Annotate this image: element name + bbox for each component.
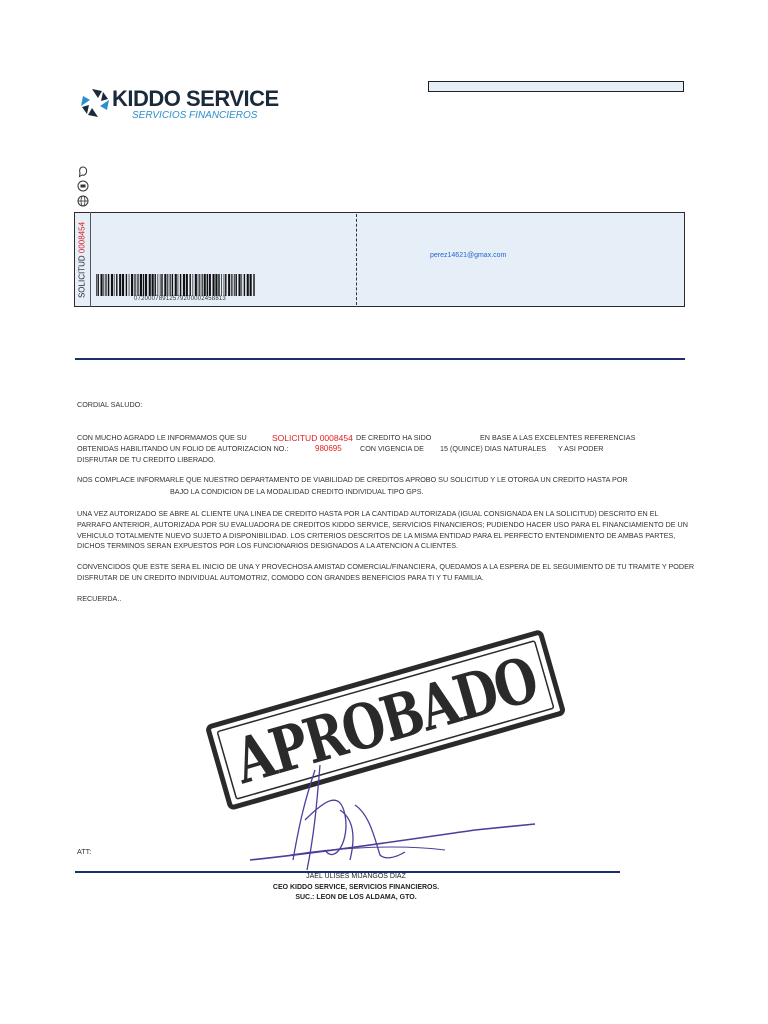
kiddo-logo-mark	[78, 86, 112, 120]
p3-text-c: VEHICULO TOTALMENTE NUEVO SUJETO A DISPONIBILIDAD. LOS CRITERIOS DESCRITOS DE LA MISMA ENTIDAD PARA EL PERFECTO ENTENDIMIENTO DE AMBAS PARTES,	[77, 531, 676, 540]
barcode	[96, 274, 256, 296]
p3-text-b: PARRAFO ANTERIOR, AUTORIZADA POR SU EVALUADORA DE CREDITOS KIDDO SERVICE, SERVICIOS FINANCIEROS; PUDIENDO HACER USO PARA EL FINANCIAMIENTO DE UN	[77, 520, 688, 529]
money-icon	[77, 180, 89, 192]
brand-subtitle: SERVICIOS FINANCIEROS	[132, 110, 258, 121]
signer-title: CEO KIDDO SERVICE, SERVICIOS FINANCIEROS.	[272, 884, 440, 891]
p3-text-d: DICHOS TERMINOS SERAN EXPUESTOS POR LOS FUNCIONARIOS DESIGNADOS A LA ATENCION A CLIENTES.	[77, 541, 459, 550]
p1-text-b: DE CREDITO HA SIDO	[356, 433, 432, 442]
remember-text: RECUERDA..	[77, 594, 122, 603]
signer-branch: SUC.: LEON DE LOS ALDAMA, GTO.	[295, 894, 417, 901]
request-number: 0008454	[77, 221, 87, 253]
p1-text-e: CON VIGENCIA DE	[360, 444, 424, 453]
p1-text-g: Y ASI PODER	[558, 444, 604, 453]
p1-solicitud: SOLICITUD 0008454	[272, 433, 353, 443]
p1-text-c: EN BASE A LAS EXCELENTES REFERENCIAS	[480, 433, 636, 442]
p2-text-b: BAJO LA CONDICION DE LA MODALIDAD CREDITO INDIVIDUAL TIPO GPS.	[170, 487, 424, 496]
request-number-vertical	[74, 212, 91, 307]
whatsapp-icon	[77, 166, 89, 178]
p4-text-b: DISFRUTAR DE UN CREDITO INDIVIDUAL AUTOMOTRIZ, COMODO CON GRANDES BENEFICIOS PARA TI Y TU FAMILIA.	[77, 573, 484, 582]
p1-text-a: CON MUCHO AGRADO LE INFORMAMOS QUE SU	[77, 433, 247, 442]
signer-name: JAEL ULISES MIJANGOS DIAZ	[306, 873, 406, 880]
att-label: ATT:	[77, 847, 92, 856]
client-email: perez14621@gmax.com	[430, 252, 507, 259]
box-divider	[356, 214, 357, 305]
greeting: CORDIAL SALUDO:	[77, 400, 143, 409]
p1-text-d: OBTENIDAS HABILITANDO UN FOLIO DE AUTORIZACION NO.:	[77, 444, 289, 453]
top-rule	[75, 358, 685, 360]
brand-name: KIDDO SERVICE	[112, 86, 279, 111]
p2-text-a: NOS COMPLACE INFORMARLE QUE NUESTRO DEPARTAMENTO DE VIABILIDAD DE CREDITOS APROBO SU SOLICITUD Y LE OTORGA UN CREDITO HASTA POR	[77, 475, 628, 484]
request-label: SOLICITUD	[77, 254, 87, 298]
p1-folio: 980695	[315, 444, 342, 453]
web-icon	[77, 195, 89, 207]
p1-text-h: DISFRUTAR DE TU CREDITO LIBERADO.	[77, 455, 216, 464]
p4-text-a: CONVENCIDOS QUE ESTE SERA EL INICIO DE UNA Y PROVECHOSA AMISTAD COMERCIAL/FINANCIERA, QUEDAMOS A LA ESPERA DE EL SEGUIMIENTO DE TU TRAMITE Y PODER	[77, 562, 695, 571]
p1-text-f: 15 (QUINCE) DIAS NATURALES	[440, 444, 547, 453]
stamp-text: APROBADO	[226, 619, 625, 799]
p3-text-a: UNA VEZ AUTORIZADO SE ABRE AL CLIENTE UNA LINEA DE CREDITO HASTA POR LA CANTIDAD AUTORIZADA (IGUAL CONSIGNADA EN LA SOLICITUD) DESCRITO EN EL	[77, 509, 659, 518]
header-field-box	[428, 81, 684, 92]
barcode-number: 07200078912579200002458813	[134, 296, 226, 302]
signature	[245, 760, 545, 880]
